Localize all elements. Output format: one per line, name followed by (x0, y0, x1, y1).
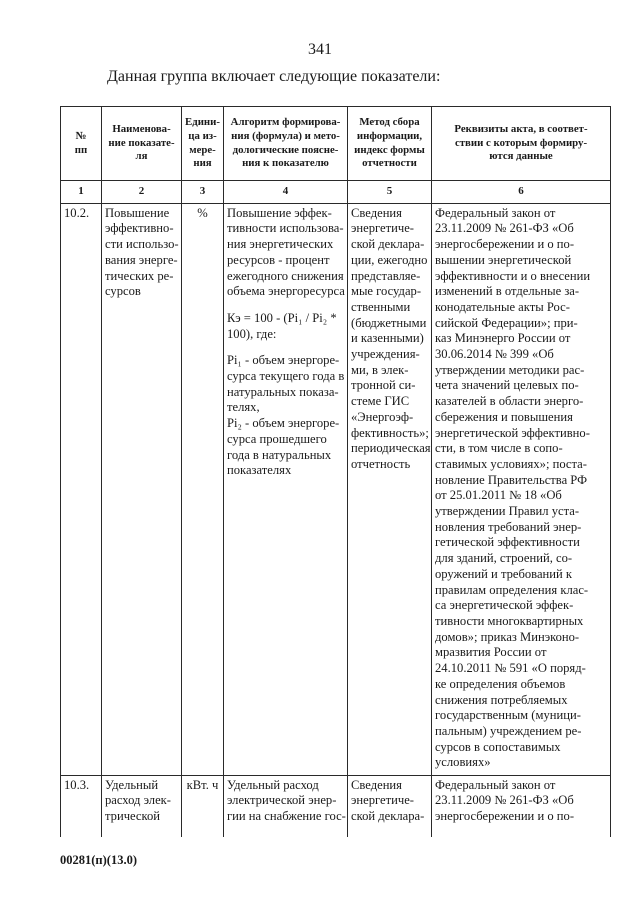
text-line: энергетиче- (351, 793, 414, 808)
row-number: 10.2. (61, 203, 102, 775)
text-line: Федеральный закон от (435, 205, 556, 220)
text-line: ются данные (489, 150, 553, 163)
text-line: 23.11.2009 № 261-ФЗ «Об (435, 793, 574, 808)
column-number: 2 (102, 181, 182, 204)
algorithm-description (227, 206, 344, 300)
column-number: 5 (348, 181, 432, 204)
text-line: правилам определения клас- (435, 582, 589, 597)
text-line: Сведения (351, 777, 402, 792)
algorithm-cell (224, 775, 348, 837)
header-cell (432, 107, 611, 181)
indicator-name (102, 203, 182, 775)
text-line: тивности использова- (227, 221, 344, 236)
text-line: (бюджетными (351, 315, 427, 330)
text-line: энергосбережении и о по- (435, 809, 575, 824)
text-line: сийской Федерации»; при- (435, 315, 578, 330)
text-line: ния (193, 157, 212, 170)
text-line: ставимых условиях»; поста- (435, 456, 587, 471)
header-cell (348, 107, 432, 181)
text-line: отчетности (362, 157, 417, 170)
text-line: гии на снабжение гос- (227, 809, 346, 824)
text-line: утверждении методики рас- (435, 362, 585, 377)
text-line: тронной си- (351, 378, 416, 393)
text-line: Федеральный закон от (435, 777, 556, 792)
text-line: ми, в элек- (351, 362, 409, 377)
text-line: тивности многоквартирных (435, 613, 584, 628)
document-code: 00281(п)(13.0) (60, 853, 137, 867)
text-line: сурсов в сопоставимых (435, 739, 561, 754)
text-line: новления требований энер- (435, 519, 582, 534)
column-number: 4 (224, 181, 348, 204)
text-line: новление Правительства РФ (435, 472, 588, 487)
table-row (61, 775, 611, 837)
indicator-name (102, 775, 182, 837)
text-line: энергетиче- (351, 221, 414, 236)
text-line: государственным (муници- (435, 708, 581, 723)
text-line: дологические поясне- (232, 143, 339, 156)
text-line: изменений в отдельные за- (435, 284, 580, 299)
column-number: 1 (61, 181, 102, 204)
text-line: ца из- (188, 129, 217, 142)
text-line: ресурсов - процент (227, 252, 330, 267)
row-number: 10.3. (61, 775, 102, 837)
text-line: Едини- (185, 116, 220, 129)
text-line: ния энергетических (227, 237, 334, 252)
text-line: энергетической эффективно- (435, 425, 590, 440)
text-line: трической (105, 809, 161, 824)
text-line: конодательные акты Рос- (435, 299, 570, 314)
indicators-table (60, 106, 611, 837)
text-line: сти использо- (105, 237, 179, 252)
text-line: Метод сбора (359, 116, 420, 129)
text-line: для зданий, строений, со- (435, 551, 573, 566)
text-line: са энергетической эффек- (435, 598, 574, 613)
method-cell (348, 203, 432, 775)
unit-cell: кВт. ч (182, 775, 224, 837)
text-line: объема энергоресурса (227, 284, 345, 299)
text-line: оружений и требований к (435, 566, 573, 581)
text-line: представляе- (351, 268, 421, 283)
text-line: ственными (351, 299, 411, 314)
text-line: № (75, 129, 87, 142)
text-line: фективность»; (351, 425, 429, 440)
table-row (61, 203, 611, 775)
text-line: Pi₁ - объем энергоре- (227, 353, 340, 368)
table-header-row (61, 107, 611, 181)
text-line: Алгоритм формирова- (230, 116, 341, 129)
text-line: вышении энергетической (435, 252, 572, 267)
text-line: казателей в области энерго- (435, 394, 584, 409)
text-line: стеме ГИС (351, 394, 410, 409)
text-line: ской деклара- (351, 237, 425, 252)
text-line: гетической эффективности (435, 535, 580, 550)
text-line: года в натуральных (227, 447, 332, 462)
text-line: Кэ = 100 - (Pi₁ / Pi₂ * (227, 310, 337, 325)
text-line: энергосбережении и о по- (435, 237, 575, 252)
text-line: тических ре- (105, 268, 174, 283)
text-line: Реквизиты акта, в соответ- (454, 123, 588, 136)
text-line: снижения потребляемых (435, 692, 568, 707)
act-cell (432, 775, 611, 837)
header-cell (61, 107, 102, 181)
text-line: Удельный (105, 777, 159, 792)
algorithm-formula (227, 311, 344, 342)
text-line: «Энергоэф- (351, 409, 414, 424)
text-line: ежегодного снижения (227, 268, 344, 283)
text-line: 24.10.2011 № 591 «О поряд- (435, 661, 586, 676)
text-line: 100), где: (227, 326, 277, 341)
text-line: мере- (189, 143, 216, 156)
text-line: сбережения и повышения (435, 409, 573, 424)
text-line: утверждении Правил уста- (435, 504, 580, 519)
header-cell (182, 107, 224, 181)
text-line: электрической энер- (227, 793, 337, 808)
text-line: учреждения- (351, 347, 420, 362)
unit-cell: % (182, 203, 224, 775)
text-line: чета значений целевых по- (435, 378, 579, 393)
text-line: 23.11.2009 № 261-ФЗ «Об (435, 221, 574, 236)
column-number: 6 (432, 181, 611, 204)
text-line: Pi₂ - объем энергоре- (227, 416, 340, 431)
text-line: пальным) учреждением ре- (435, 723, 582, 738)
text-line: ния к показателю (242, 157, 329, 170)
method-cell (348, 775, 432, 837)
text-line: телях, (227, 400, 260, 415)
text-line: расход элек- (105, 793, 171, 808)
text-line: сурса прошедшего (227, 431, 327, 446)
act-cell (432, 203, 611, 775)
text-line: Сведения (351, 205, 402, 220)
text-line: каз Минэнерго России от (435, 331, 571, 346)
text-line: Удельный расход (227, 777, 319, 792)
text-line: и казенными) (351, 331, 424, 346)
column-number-row (61, 181, 611, 204)
text-line: эффективно- (105, 221, 174, 236)
text-line: индекс формы (354, 143, 425, 156)
text-line: условиях» (435, 755, 491, 770)
text-line: мые государ- (351, 284, 422, 299)
text-line: ния (формула) и мето- (231, 129, 340, 142)
text-line: отчетность (351, 456, 411, 471)
text-line: Повышение эффек- (227, 205, 332, 220)
column-number: 3 (182, 181, 224, 204)
text-line: ля (135, 150, 148, 163)
text-line: ние показате- (108, 136, 175, 149)
text-line: пп (74, 143, 88, 156)
text-line: показателях (227, 463, 292, 478)
text-line: домов»; приказ Минэконо- (435, 629, 580, 644)
text-line: натуральных показа- (227, 384, 339, 399)
text-line: вания энерге- (105, 252, 178, 267)
text-line: периодическая (351, 441, 431, 456)
text-line: сурса текущего года в (227, 369, 345, 384)
text-line: ствии с которым формиру- (454, 136, 588, 149)
algorithm-definitions (227, 353, 344, 479)
header-cell (224, 107, 348, 181)
text-line: сти, в том числе в сопо- (435, 441, 563, 456)
text-line: сурсов (105, 284, 141, 299)
text-line: информации, (356, 129, 423, 142)
page-number: 341 (308, 41, 332, 58)
algorithm-cell (224, 203, 348, 775)
text-line: эффективности и о внесении (435, 268, 591, 283)
text-line: от 25.01.2011 № 18 «Об (435, 488, 562, 503)
text-line: Повышение (105, 205, 170, 220)
header-cell (102, 107, 182, 181)
text-line: ке определения объемов (435, 676, 566, 691)
text-line: мразвития России от (435, 645, 547, 660)
text-line: Наименова- (112, 123, 171, 136)
text-line: 30.06.2014 № 399 «Об (435, 347, 554, 362)
text-line: ской деклара- (351, 809, 425, 824)
text-line: ции, ежегодно (351, 252, 428, 267)
intro-text: Данная группа включает следующие показатели: (107, 68, 441, 85)
